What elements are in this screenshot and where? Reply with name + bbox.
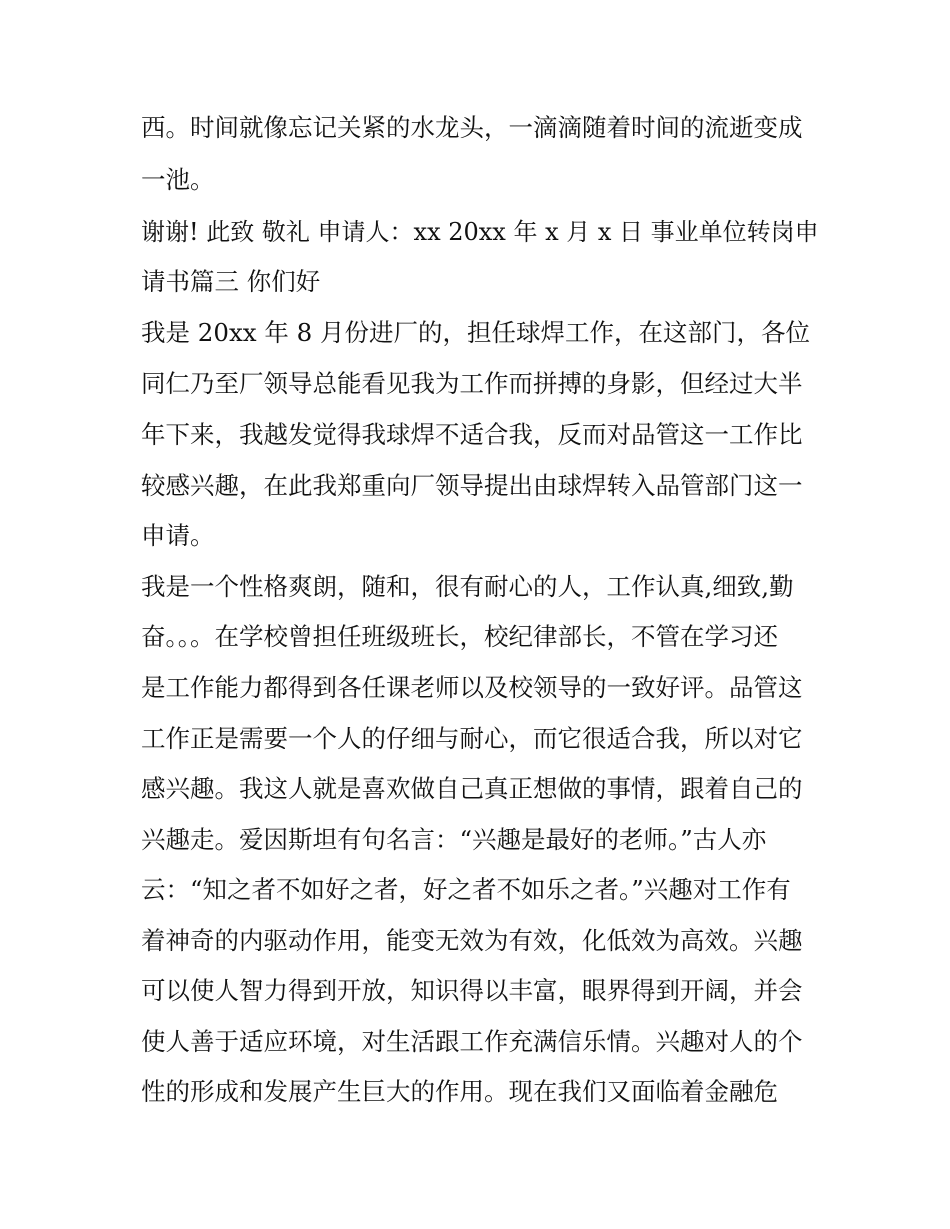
text-line: 西。时间就像忘记关紧的水龙头，一滴滴随着时间的流逝变成	[141, 113, 803, 142]
text-line: 请书篇三 你们好	[141, 267, 321, 296]
text-line: 我是 20xx 年 8 月份进厂的，担任球焊工作，在这部门，各位	[141, 318, 811, 347]
text-line: 使人善于适应环境，对生活跟工作充满信乐情。兴趣对人的个	[141, 1027, 803, 1056]
text-line: 性的形成和发展产生巨大的作用。现在我们又面临着金融危	[141, 1077, 778, 1106]
text-line: 可以使人智力得到开放，知识得以丰富，眼界得到开阔，并会	[141, 976, 803, 1005]
text-line: 我是一个性格爽朗，随和，很有耐心的人，工作认真,细致,勤	[141, 572, 794, 601]
text-line: 云：“知之者不如好之者，好之者不如乐之者。”兴趣对工作有	[141, 875, 791, 904]
text-line: 申请。	[141, 521, 215, 550]
text-line: 同仁乃至厂领导总能看见我为工作而拼搏的身影，但经过大半	[141, 369, 803, 398]
text-line: 奋。。。在学校曾担任班级班长，校纪律部长，不管在学习还	[141, 622, 778, 651]
text-line: 谢谢! 此致 敬礼 申请人：xx 20xx 年 x 月 x 日 事业单位转岗申	[141, 218, 819, 246]
text-line: 工作正是需要一个人的仔细与耐心，而它很适合我，所以对它	[141, 724, 803, 753]
text-line: 感兴趣。我这人就是喜欢做自己真正想做的事情，跟着自己的	[141, 774, 803, 803]
text-line: 较感兴趣，在此我郑重向厂领导提出由球焊转入品管部门这一	[141, 471, 803, 500]
text-line: 一池。	[141, 165, 215, 194]
text-line: 是工作能力都得到各任课老师以及校领导的一致好评。品管这	[141, 673, 803, 702]
text-line: 年下来，我越发觉得我球焊不适合我，反而对品管这一工作比	[141, 420, 803, 449]
text-line: 兴趣走。爱因斯坦有句名言：“兴趣是最好的老师。”古人亦	[141, 825, 767, 854]
text-line: 着神奇的内驱动作用，能变无效为有效，化低效为高效。兴趣	[141, 926, 803, 955]
